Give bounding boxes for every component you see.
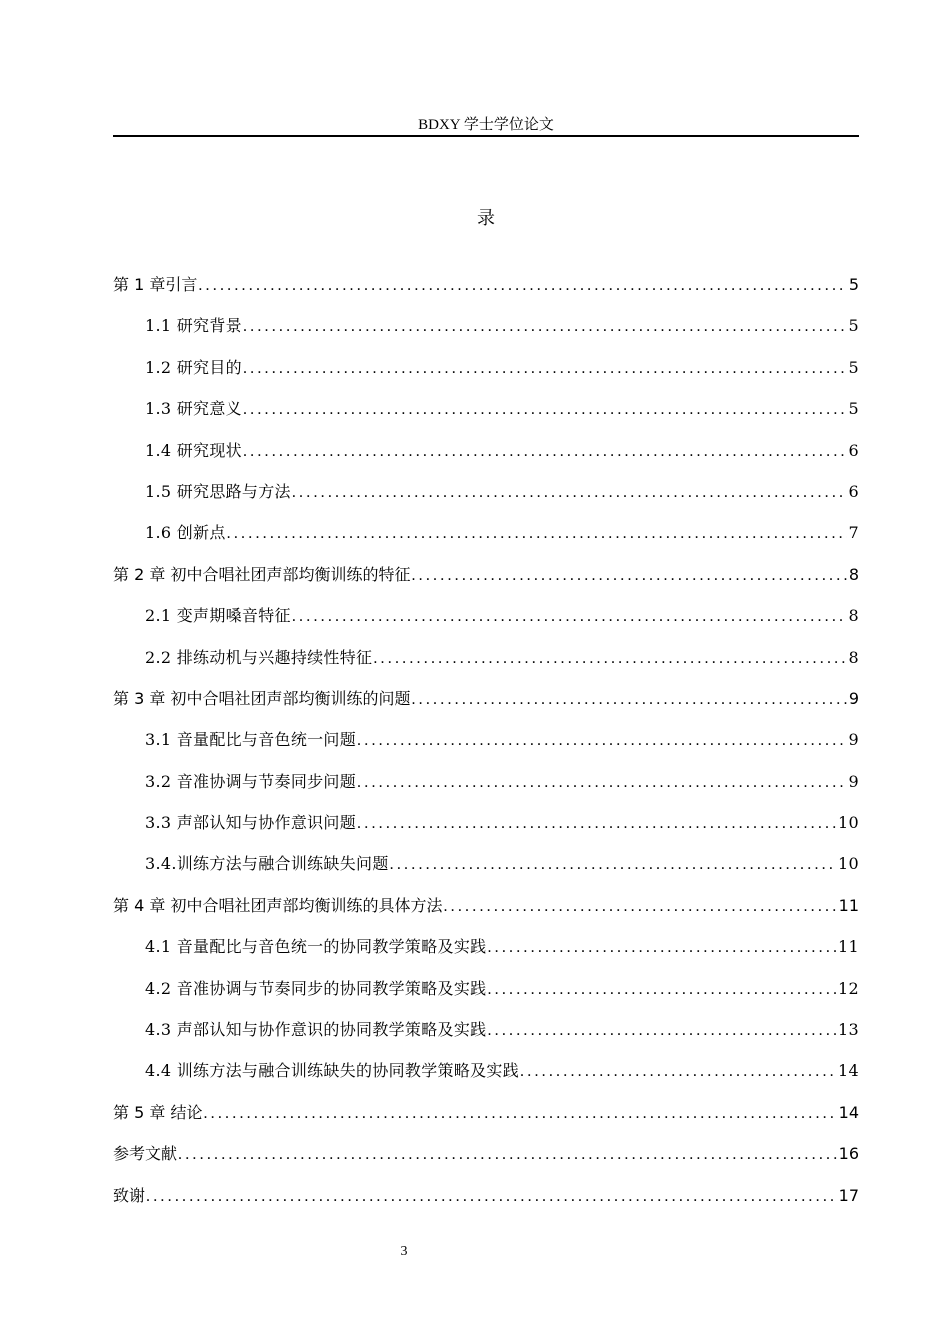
toc-entry-label: 致谢 [113,1185,146,1205]
running-header: BDXY 学士学位论文 [418,117,554,133]
toc-section-entry[interactable] [113,347,859,388]
toc-entry-page: 5 [848,316,859,336]
toc-section-entry[interactable] [113,430,859,471]
toc-entry-page: 10 [838,813,859,833]
toc-section-entry[interactable] [113,637,859,678]
toc-entry-page: 7 [848,523,859,543]
toc-entry-label: 参考文献 [113,1144,178,1164]
toc-leader-dots [411,555,846,595]
toc-entry-label: 第 1 章引言 [113,275,198,294]
toc-entry-label: 3.2 音准协调与节奏同步问题 [145,771,357,791]
toc-entry-page: 8 [848,606,859,626]
toc-section-entry[interactable] [113,843,859,884]
toc-leader-dots [227,513,847,553]
toc-section-entry[interactable] [113,1009,859,1050]
toc-section-entry[interactable] [113,968,859,1009]
toc-entry-page: 10 [838,854,859,874]
toc-leader-dots [357,762,846,802]
toc-chapter-entry[interactable] [113,678,859,719]
toc-entry-label: 第 3 章 初中合唱社团声部均衡训练的问题 [113,688,411,708]
toc-entry-page: 14 [838,1102,859,1122]
toc-chapter-entry[interactable] [113,1175,859,1216]
toc-leader-dots [146,1176,837,1216]
toc-entry-page: 16 [838,1144,859,1164]
toc-entry-page: 9 [848,771,859,791]
toc-leader-dots [243,431,847,471]
toc-section-entry[interactable] [113,1050,859,1091]
toc-leader-dots [487,969,836,1009]
toc-chapter-entry[interactable] [113,1133,859,1174]
toc-section-entry[interactable] [113,595,859,636]
toc-entry-label: 第 2 章 初中合唱社团声部均衡训练的特征 [113,564,411,584]
toc-entry-page: 5 [848,357,859,377]
toc-entry-label: 3.4.训练方法与融合训练缺失问题 [145,854,389,874]
toc-entry-page: 11 [838,937,859,957]
toc-entry-label: 3.1 音量配比与音色统一问题 [145,730,357,750]
toc-entry-page: 13 [838,1020,859,1040]
toc-leader-dots [203,1093,836,1133]
toc-leader-dots [243,348,847,388]
toc-entry-page: 8 [848,564,859,584]
toc-entry-label: 1.2 研究目的 [145,357,242,377]
toc-entry-label: 1.6 创新点 [145,523,226,543]
toc-entry-label: 1.3 研究意义 [145,399,242,419]
toc-entry-page: 6 [848,440,859,460]
toc-entry-label: 第 4 章 初中合唱社团声部均衡训练的具体方法 [113,895,443,915]
toc-leader-dots [520,1051,836,1091]
toc-leader-dots [443,886,836,926]
toc-entry-label: 1.1 研究背景 [145,316,242,336]
toc-leader-dots [243,389,847,429]
toc-leader-dots [390,844,836,884]
page-number: 3 [400,1244,408,1259]
toc-entry-label: 第 5 章 结论 [113,1102,203,1122]
toc-entry-page: 9 [848,688,859,708]
toc-section-entry[interactable] [113,802,859,843]
toc-section-entry[interactable] [113,471,859,512]
toc-leader-dots [487,1010,836,1050]
toc-leader-dots [243,306,847,346]
toc-entry-page: 8 [848,647,859,667]
toc-entry-label: 4.3 声部认知与协作意识的协同教学策略及实践 [145,1020,487,1040]
toc-entry-page: 5 [848,399,859,419]
toc-chapter-entry[interactable] [113,264,859,305]
toc-section-entry[interactable] [113,388,859,429]
toc-entry-label: 3.3 声部认知与协作意识问题 [145,813,357,833]
toc-entry-label: 4.1 音量配比与音色统一的协同教学策略及实践 [145,937,487,957]
toc-leader-dots [198,265,846,305]
toc-chapter-entry[interactable] [113,1092,859,1133]
toc-entry-page: 12 [838,978,859,998]
toc-title: 录 [477,208,495,229]
toc-entry-page: 5 [848,275,859,294]
toc-leader-dots [373,638,846,678]
toc-leader-dots [178,1134,837,1174]
toc-leader-dots [411,679,846,719]
toc-entry-label: 4.2 音准协调与节奏同步的协同教学策略及实践 [145,978,487,998]
toc-leader-dots [292,596,847,636]
toc-entry-label: 1.5 研究思路与方法 [145,481,291,501]
toc-section-entry[interactable] [113,719,859,760]
toc-chapter-entry[interactable] [113,885,859,926]
header-divider [113,135,859,137]
toc-section-entry[interactable] [113,926,859,967]
toc-section-entry[interactable] [113,761,859,802]
toc-entry-page: 14 [838,1061,859,1081]
toc-leader-dots [357,720,846,760]
toc-chapter-entry[interactable] [113,554,859,595]
toc-entry-label: 2.2 排练动机与兴趣持续性特征 [145,647,373,667]
toc-entry-page: 9 [848,730,859,750]
toc-entry-page: 11 [838,895,859,915]
table-of-contents [113,264,859,1216]
toc-leader-dots [487,927,836,967]
toc-section-entry[interactable] [113,305,859,346]
toc-leader-dots [292,472,847,512]
toc-entry-label: 4.4 训练方法与融合训练缺失的协同教学策略及实践 [145,1061,520,1081]
toc-entry-page: 17 [838,1185,859,1205]
toc-entry-label: 2.1 变声期嗓音特征 [145,606,291,626]
toc-leader-dots [357,803,836,843]
toc-entry-page: 6 [848,481,859,501]
toc-section-entry[interactable] [113,512,859,553]
toc-entry-label: 1.4 研究现状 [145,440,242,460]
